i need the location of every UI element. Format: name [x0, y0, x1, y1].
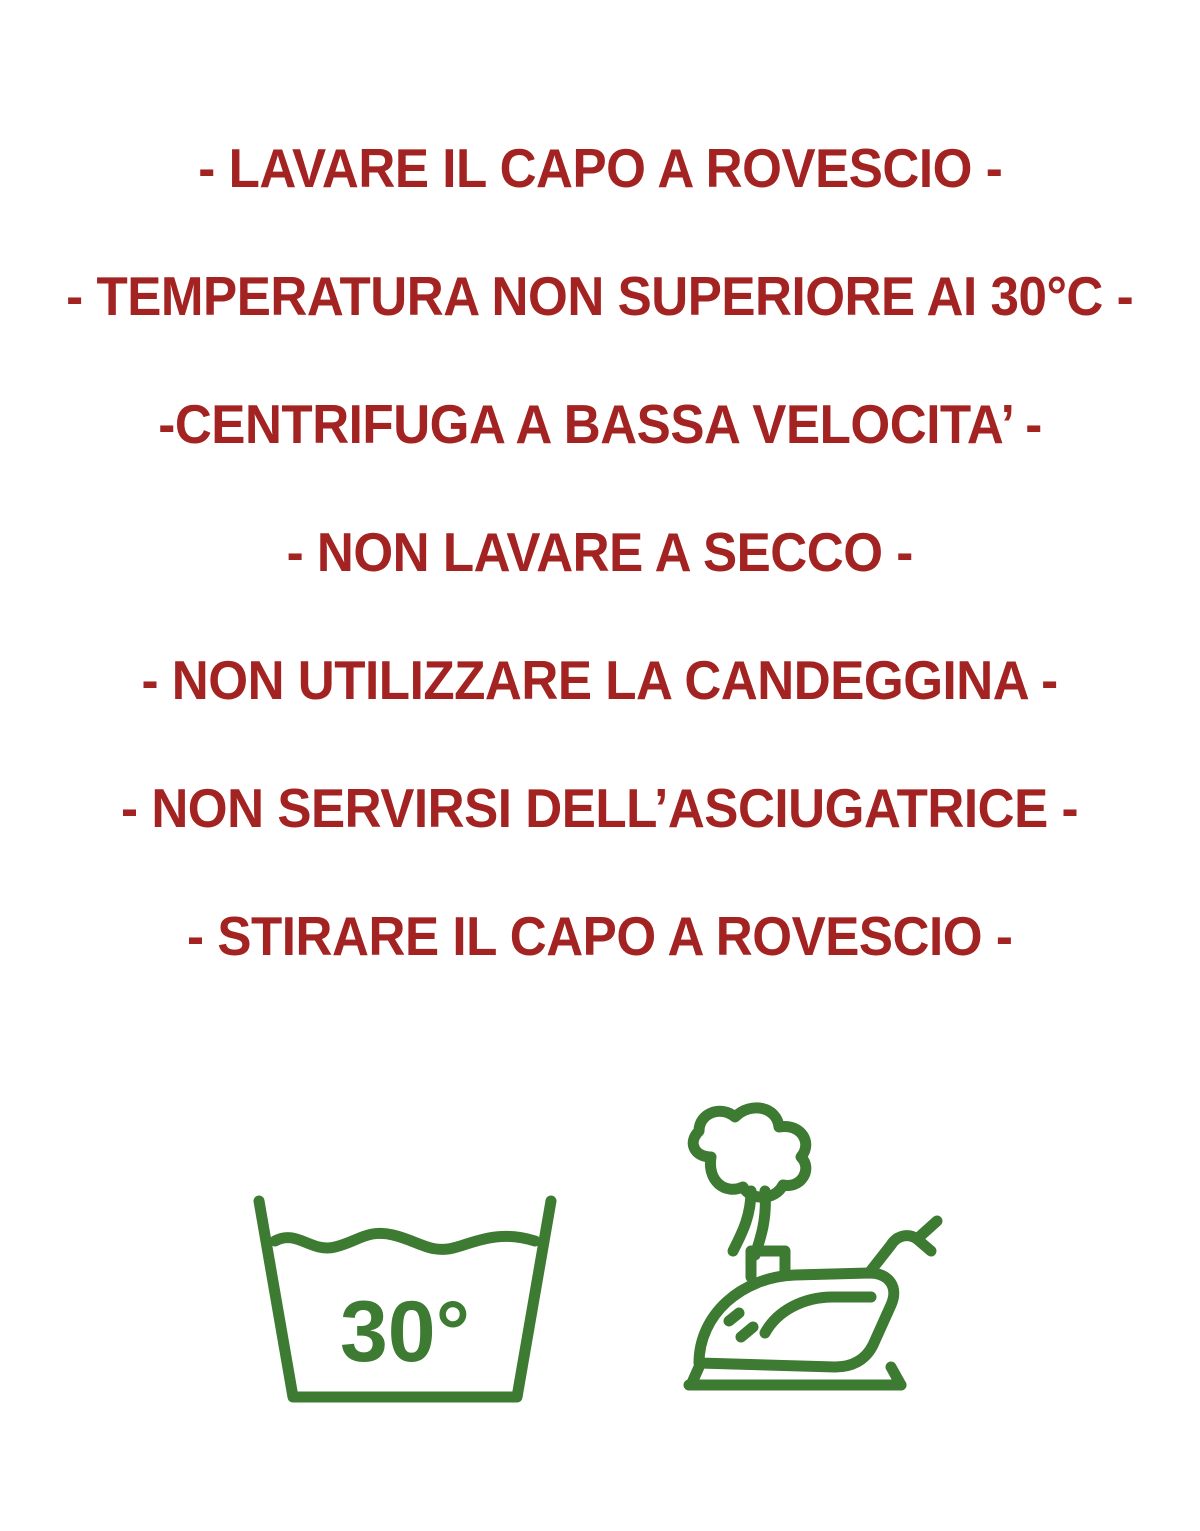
care-instruction-line: - TEMPERATURA NON SUPERIORE AI 30°C - — [66, 265, 1134, 327]
care-symbols-row — [0, 1095, 1200, 1415]
care-instruction-line: - NON UTILIZZARE LA CANDEGGINA - — [141, 649, 1059, 711]
care-instruction-line: - LAVARE IL CAPO A ROVESCIO - — [197, 137, 1003, 199]
care-instruction-line: - STIRARE IL CAPO A ROVESCIO - — [187, 905, 1013, 967]
steam-iron-icon — [655, 1095, 955, 1415]
care-instruction-line: -CENTRIFUGA A BASSA VELOCITA’ - — [158, 393, 1042, 455]
wash-temperature-label: 30° — [339, 1284, 471, 1380]
care-instruction-line: - NON SERVIRSI DELL’ASCIUGATRICE - — [121, 777, 1079, 839]
care-instruction-line: - NON LAVARE A SECCO - — [286, 521, 914, 583]
wash-30-degrees-icon — [245, 1185, 565, 1415]
